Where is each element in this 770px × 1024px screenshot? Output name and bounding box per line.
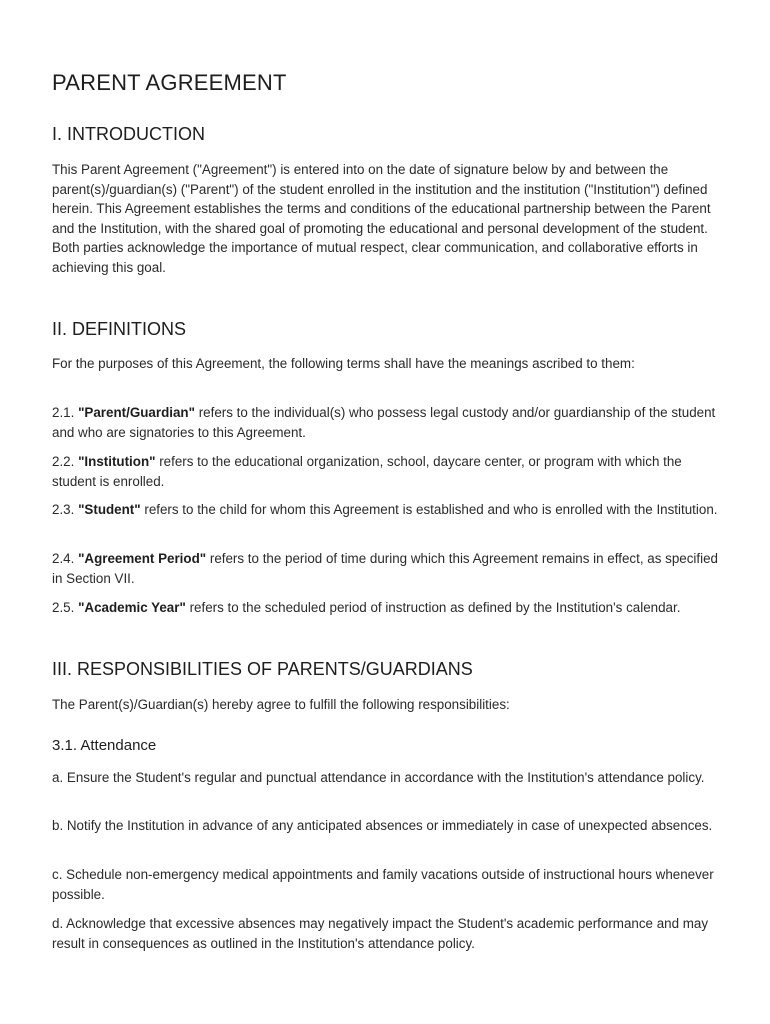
section-heading-introduction: I. INTRODUCTION — [52, 124, 205, 144]
definition-term: "Parent/Guardian" — [78, 405, 195, 420]
document-title: PARENT AGREEMENT — [52, 70, 287, 95]
definition-number: 2.1. — [52, 405, 75, 420]
definition-item — [52, 452, 722, 491]
definitions-lead-paragraph: For the purposes of this Agreement, the following terms shall have the meanings ascribed to them: — [52, 356, 635, 371]
definition-number: 2.5. — [52, 600, 75, 615]
attendance-item: d. Acknowledge that excessive absences may negatively impact the Student's academic performance and may result in consequences as outlined in the Institution's attendance policy. — [52, 916, 709, 951]
definition-item — [52, 403, 722, 442]
section-heading-responsibilities: III. RESPONSIBILITIES OF PARENTS/GUARDIANS — [52, 659, 473, 679]
section-heading-definitions: II. DEFINITIONS — [52, 319, 187, 339]
definition-text: refers to the child for whom this Agreement is established and who is enrolled with the Institution. — [144, 502, 718, 517]
definition-item — [52, 549, 722, 588]
attendance-item: c. Schedule non-emergency medical appointments and family vacations outside of instructional hours whenever possible. — [52, 867, 714, 902]
definition-term: "Institution" — [78, 454, 156, 469]
definition-item — [52, 598, 722, 618]
definition-text: refers to the individual(s) who possess legal custody and/or guardianship of the student and who are signatories to this Agreement. — [52, 405, 716, 440]
attendance-item: b. Notify the Institution in advance of any anticipated absences or immediately in case of unexpected absences. — [52, 818, 713, 833]
definition-text: refers to the period of time during which this Agreement remains in effect, as specified in Section VII. — [52, 551, 718, 586]
introduction-paragraph: This Parent Agreement ("Agreement") is entered into on the date of signature below by and between the parent(s)/guardian(s) ("Parent") of the student enrolled in the institution and the institution ("Institution") defined herein. This Agreement establishes the terms and conditions of the educational partnership between the Parent and the Institution, with the shared goal of promoting the educational and personal development of the student. Both parties acknowledge the importance of mutual respect, clear communication, and collaborative efforts in achieving this goal. — [52, 162, 711, 275]
definition-term: "Student" — [78, 502, 141, 517]
attendance-item: a. Ensure the Student's regular and punctual attendance in accordance with the Institution's attendance policy. — [52, 770, 705, 785]
definition-term: "Academic Year" — [78, 600, 186, 615]
definition-number: 2.4. — [52, 551, 75, 566]
definition-text: refers to the scheduled period of instruction as defined by the Institution's calendar. — [189, 600, 681, 615]
definition-number: 2.3. — [52, 502, 75, 517]
definition-number: 2.2. — [52, 454, 75, 469]
subsection-heading-attendance: 3.1. Attendance — [52, 737, 157, 754]
definition-term: "Agreement Period" — [78, 551, 207, 566]
responsibilities-lead-paragraph: The Parent(s)/Guardian(s) hereby agree to fulfill the following responsibilities: — [52, 697, 510, 712]
definition-text: refers to the educational organization, school, daycare center, or program with which the student is enrolled. — [52, 454, 682, 489]
definition-item — [52, 500, 722, 520]
